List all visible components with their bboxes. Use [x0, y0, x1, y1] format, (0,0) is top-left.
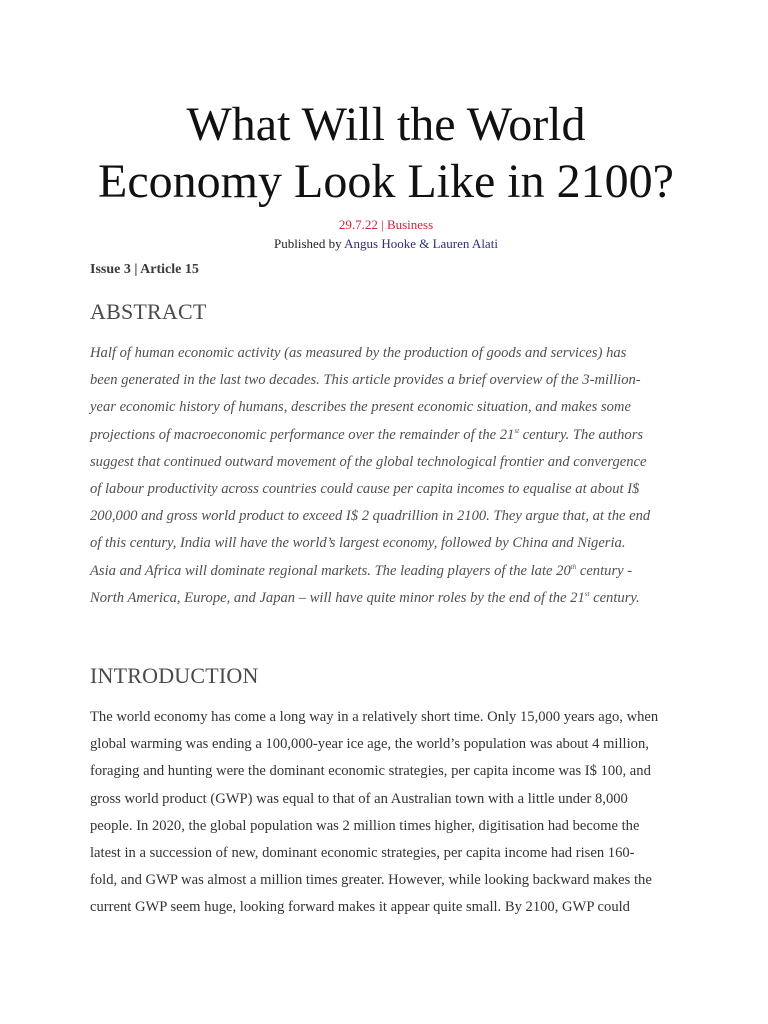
abstract-line-text: North America, Europe, and Japan – will have quite minor roles by the end of the 21	[90, 589, 585, 606]
publish-date: 29.7.22	[338, 217, 378, 232]
intro-line: gross world product (GWP) was equal to that of an Australian town with a little under 8,000	[90, 790, 628, 807]
intro-line: fold, and GWP was almost a million times greater. However, while looking backward makes the	[90, 872, 652, 889]
ordinal-suffix: th	[570, 562, 577, 571]
abstract-line: of this century, India will have the world’s largest economy, followed by China and Nigeria.	[90, 535, 626, 552]
introduction-text	[90, 704, 682, 922]
intro-line: latest in a succession of new, dominant economic strategies, per capita income had risen 160-	[90, 845, 635, 862]
abstract-line: 200,000 and gross world product to exceed I$ 2 quadrillion in 2100. They argue that, at the end	[90, 508, 651, 525]
abstract-line	[90, 558, 682, 585]
intro-line: foraging and hunting were the dominant economic strategies, per capita income was I$ 100, and	[90, 763, 651, 780]
abstract-line-text: century -	[576, 562, 633, 579]
authors-link[interactable]: Angus Hooke & Lauren Alati	[344, 236, 498, 251]
issue-article-label: Issue 3 | Article 15	[90, 262, 199, 277]
abstract-line-text: century. The authors	[519, 426, 644, 443]
abstract-line-text: Asia and Africa will dominate regional markets. The leading players of the late 20	[90, 562, 571, 579]
abstract-line: been generated in the last two decades. This article provides a brief overview of the 3-million-	[90, 372, 641, 389]
abstract-heading: ABSTRACT	[90, 299, 207, 324]
category-link[interactable]: Business	[386, 217, 434, 232]
meta-separator: |	[377, 217, 387, 232]
date-category-line	[90, 216, 682, 233]
published-by-label: Published by	[274, 236, 345, 251]
introduction-heading: INTRODUCTION	[90, 663, 259, 688]
abstract-line-text: projections of macroeconomic performance over the remainder of the 21	[90, 426, 515, 443]
intro-line: current GWP seem huge, looking forward makes it appear quite small. By 2100, GWP could	[90, 899, 630, 916]
abstract-line	[90, 585, 682, 612]
article-title	[90, 96, 682, 210]
title-line-2: Economy Look Like in 2100?	[98, 155, 674, 208]
abstract-line: Half of human economic activity (as measured by the production of goods and services) has	[90, 345, 627, 361]
abstract-line	[90, 422, 682, 449]
abstract-text	[90, 340, 682, 612]
abstract-line-text: century.	[589, 589, 640, 606]
ordinal-suffix: st	[514, 426, 520, 435]
abstract-line: of labour productivity across countries could cause per capita incomes to equalise at about I$	[90, 481, 640, 498]
title-line-1: What Will the World	[186, 98, 586, 151]
intro-line: The world economy has come a long way in a relatively short time. Only 15,000 years ago, when	[90, 709, 659, 725]
abstract-line: suggest that continued outward movement of the global technological frontier and convergence	[90, 453, 647, 470]
byline	[90, 235, 682, 252]
ordinal-suffix: st	[584, 589, 590, 598]
intro-line: people. In 2020, the global population was 2 million times higher, digitisation had become the	[90, 817, 640, 834]
abstract-line: year economic history of humans, describes the present economic situation, and makes some	[90, 399, 631, 416]
intro-line: global warming was ending a 100,000-year ice age, the world’s population was about 4 million,	[90, 736, 649, 753]
